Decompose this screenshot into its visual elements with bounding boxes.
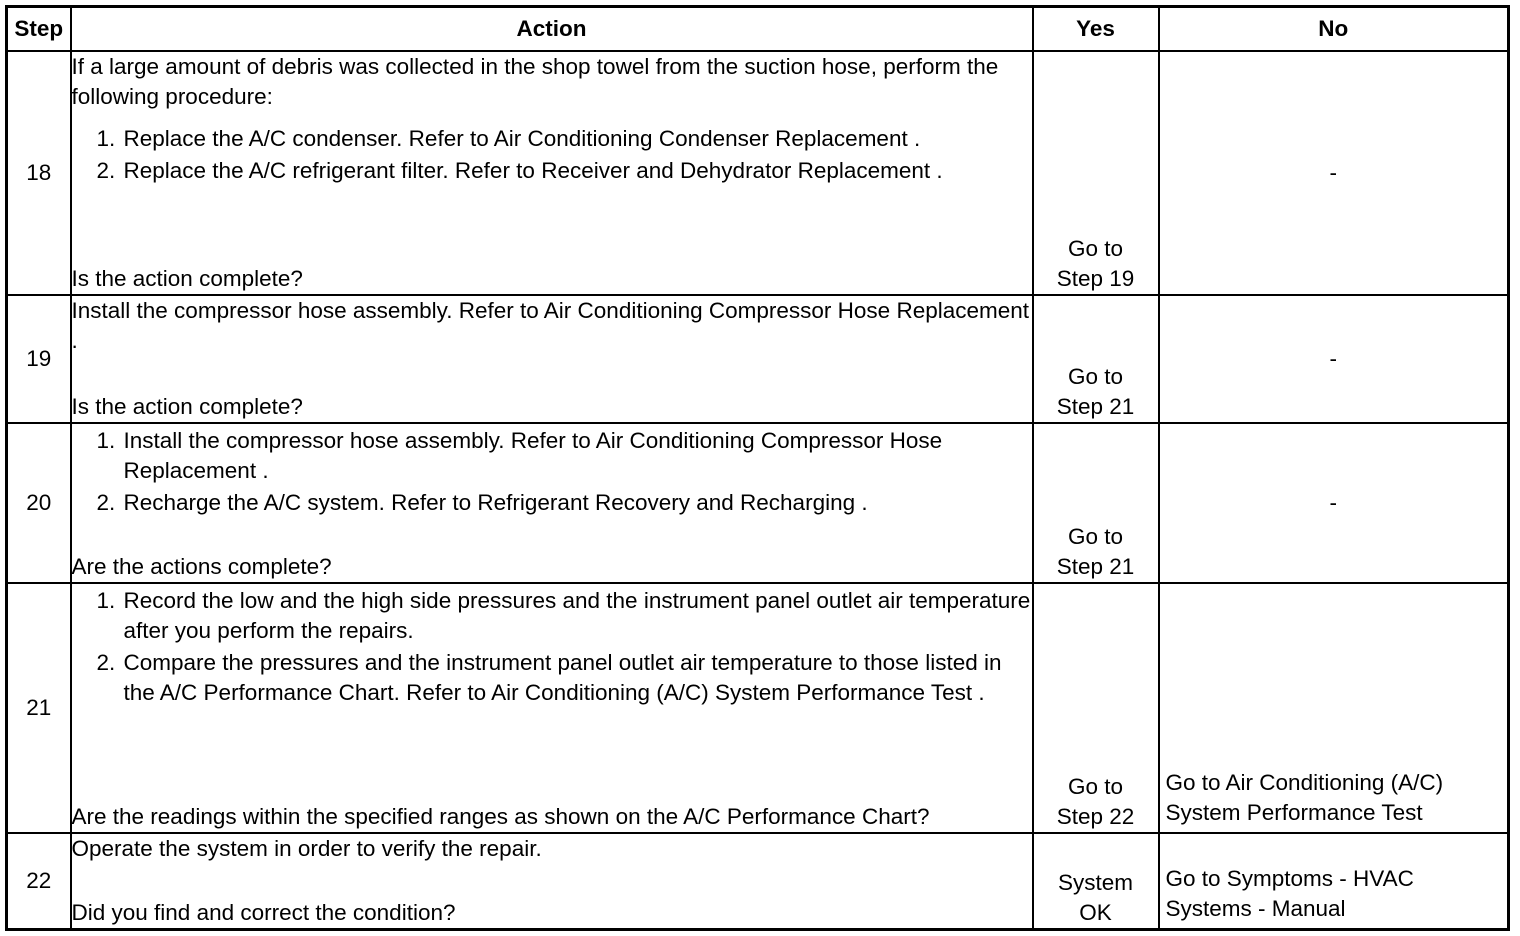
yes-cell — [1033, 583, 1159, 833]
list-item: 1. Replace the A/C condenser. Refer to Air Conditioning Condenser Replacement . — [122, 124, 1032, 154]
yes-link[interactable]: Step 22 — [1056, 804, 1135, 829]
action-cell — [71, 295, 1033, 423]
yes-link[interactable]: Go to — [1067, 364, 1124, 389]
action-question: Are the readings within the specified ranges as shown on the A/C Performance Chart? — [71, 804, 930, 829]
no-cell — [1159, 51, 1509, 295]
yes-cell — [1033, 833, 1159, 929]
action-question: Are the actions complete? — [71, 554, 332, 579]
table-row — [7, 423, 1509, 583]
table-row — [7, 833, 1509, 929]
no-cell — [1159, 295, 1509, 423]
yes-link[interactable]: Go to — [1067, 236, 1124, 261]
list-item: 1. Record the low and the high side pressures and the instrument panel outlet air temperature after you perform the repairs. — [122, 586, 1032, 646]
yes-value: OK — [1079, 899, 1112, 925]
yes-cell — [1033, 51, 1159, 295]
yes-link[interactable]: Step 21 — [1056, 394, 1135, 419]
table-row — [7, 583, 1509, 833]
yes-cell — [1033, 423, 1159, 583]
yes-link[interactable]: Step 19 — [1056, 266, 1135, 291]
action-steps — [72, 426, 1032, 520]
table-row — [7, 295, 1509, 423]
action-steps — [72, 586, 1032, 710]
header-step: Step — [7, 7, 71, 52]
no-cell — [1159, 833, 1509, 929]
yes-link[interactable]: Step 21 — [1056, 554, 1135, 579]
no-link[interactable]: Systems - Manual — [1165, 895, 1346, 921]
action-intro: If a large amount of debris was collected in the shop towel from the suction hose, perform the following procedure: — [71, 54, 999, 109]
header-action: Action — [71, 7, 1033, 52]
action-cell — [71, 423, 1033, 583]
header-no: No — [1159, 7, 1509, 52]
action-question: Did you find and correct the condition? — [71, 899, 456, 925]
action-cell — [71, 833, 1033, 929]
step-number: 22 — [7, 833, 71, 929]
step-number: 19 — [7, 295, 71, 423]
action-question: Is the action complete? — [71, 266, 303, 291]
yes-value: System — [1057, 869, 1133, 895]
header-row — [7, 7, 1509, 52]
no-link[interactable]: Go to Air Conditioning (A/C) — [1165, 770, 1444, 795]
action-steps — [72, 124, 1032, 188]
list-item: 2. Compare the pressures and the instrument panel outlet air temperature to those listed in the A/C Performance Chart. Refer to Air Conditioning (A/C) System Performance Test . — [122, 648, 1032, 708]
no-value: - — [1329, 490, 1337, 515]
yes-link[interactable]: Go to — [1067, 524, 1124, 549]
header-yes: Yes — [1033, 7, 1159, 52]
action-intro: Operate the system in order to verify the repair. — [71, 836, 542, 861]
step-number: 18 — [7, 51, 71, 295]
no-link[interactable]: System Performance Test — [1165, 800, 1423, 825]
step-number: 21 — [7, 583, 71, 833]
yes-link[interactable]: Go to — [1067, 774, 1124, 799]
step-number: 20 — [7, 423, 71, 583]
no-value: - — [1329, 160, 1337, 185]
list-item: 2. Replace the A/C refrigerant filter. Refer to Receiver and Dehydrator Replacement . — [122, 156, 1032, 186]
no-cell — [1159, 423, 1509, 583]
yes-cell — [1033, 295, 1159, 423]
action-question: Is the action complete? — [71, 394, 303, 419]
diagnostic-table — [5, 5, 1510, 931]
list-item: 1. Install the compressor hose assembly. Refer to Air Conditioning Compressor Hose Replacement . — [122, 426, 1032, 486]
no-value: - — [1329, 346, 1337, 371]
action-intro: Install the compressor hose assembly. Refer to Air Conditioning Compressor Hose Replacement . — [71, 298, 1030, 353]
action-cell — [71, 51, 1033, 295]
no-link[interactable]: Go to Symptoms - HVAC — [1165, 865, 1414, 891]
action-cell — [71, 583, 1033, 833]
no-cell — [1159, 583, 1509, 833]
list-item: 2. Recharge the A/C system. Refer to Refrigerant Recovery and Recharging . — [122, 488, 1032, 518]
table-row — [7, 51, 1509, 295]
